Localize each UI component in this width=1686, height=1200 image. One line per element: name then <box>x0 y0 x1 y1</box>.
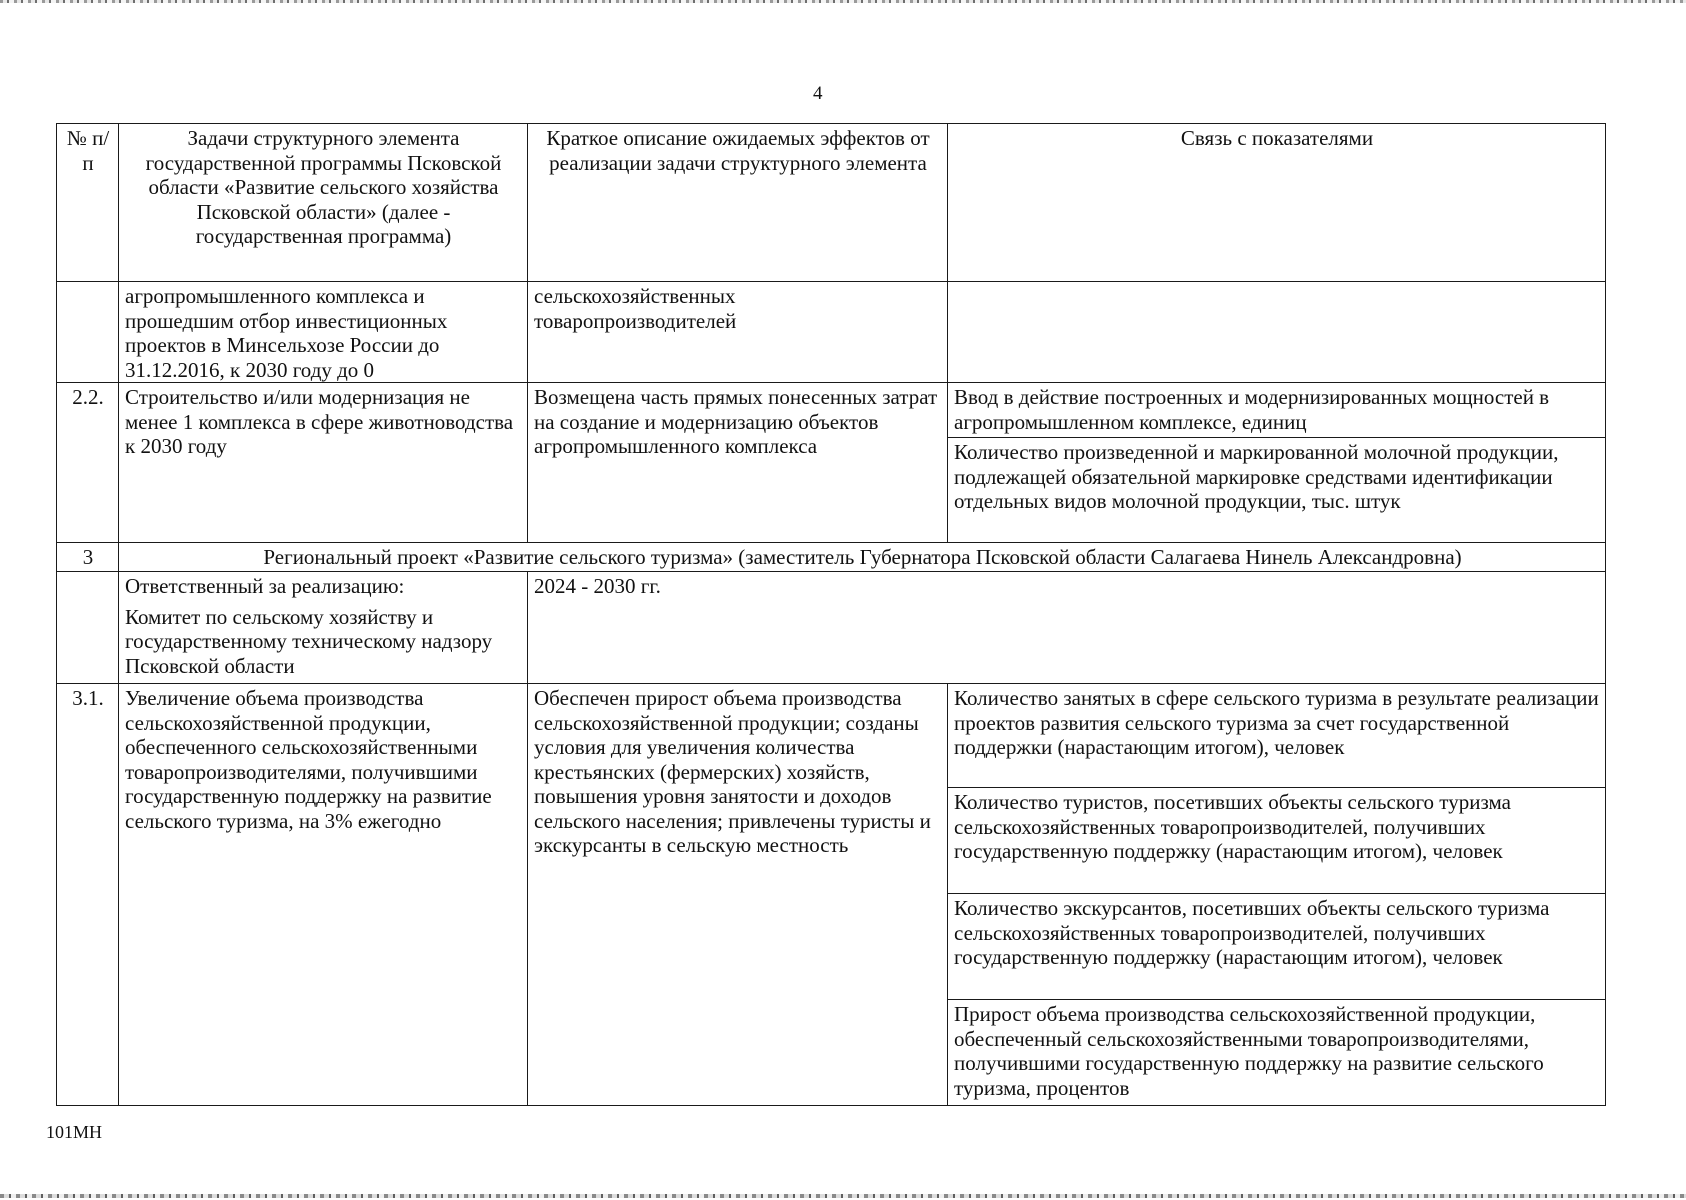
row-3-1-link-4: Прирост объема производства сельскохозяйственной продукции, обеспеченный сельскохозяйственными товаропроизводителями, получившими государственную поддержку на развитие сельского туризма, процентов <box>948 1000 1606 1106</box>
cont-num-cell <box>57 282 119 383</box>
row-2-2-effect: Возмещена часть прямых понесенных затрат на создание и модернизацию объектов агропромышленного комплекса <box>528 383 948 543</box>
scan-edge-bottom <box>0 1194 1686 1198</box>
row-2-2-link-2: Количество произведенной и маркированной молочной продукции, подлежащей обязательной маркировке средствами идентификации отдельных видов молочной продукции, тыс. штук <box>948 438 1606 543</box>
row-3-resp-num <box>57 572 119 684</box>
scan-edge-top <box>0 0 1686 3</box>
row-3-title: Региональный проект «Развитие сельского туризма» (заместитель Губернатора Псковской области Салагаева Нинель Александровна) <box>119 543 1606 572</box>
table-row-3-responsible <box>57 572 1606 684</box>
row-3-num: 3 <box>57 543 119 572</box>
row-3-1-num: 3.1. <box>57 684 119 1106</box>
footer-code: 101МН <box>46 1122 103 1142</box>
cont-links-cell <box>948 282 1606 383</box>
cont-effect-cell: сельскохозяйственных товаропроизводителей <box>528 282 948 383</box>
row-3-period: 2024 - 2030 гг. <box>528 572 1606 684</box>
header-links: Связь с показателями <box>948 124 1606 282</box>
row-3-1-link-3: Количество экскурсантов, посетивших объекты сельского туризма сельскохозяйственных товаропроизводителей, получивших государственную поддержку (нарастающим итогом), человек <box>948 894 1606 1000</box>
row-3-1-link-1: Количество занятых в сфере сельского туризма в результате реализации проектов развития сельского туризма за счет государственной поддержки (нарастающим итогом), человек <box>948 684 1606 788</box>
header-num: № п/п <box>57 124 119 282</box>
header-tasks: Задачи структурного элемента государственной программы Псковской области «Развитие сельского хозяйства Псковской области» (далее - государственная программа) <box>119 124 528 282</box>
table-row-continuation <box>57 282 1606 383</box>
row-2-2-num: 2.2. <box>57 383 119 543</box>
header-effects: Краткое описание ожидаемых эффектов от реализации задачи структурного элемента <box>528 124 948 282</box>
table-header-row <box>57 124 1606 282</box>
row-3-1-effect: Обеспечен прирост объема производства сельскохозяйственной продукции; созданы условия для увеличения количества крестьянских (фермерских) хозяйств, повышения уровня занятости и доходов сельского населения; привлечены туристы и экскурсанты в сельскую местность <box>528 684 948 1106</box>
cont-task-cell: агропромышленного комплекса и прошедшим отбор инвестиционных проектов в Минсельхозе России до 31.12.2016, к 2030 году до 0 <box>119 282 528 383</box>
responsible-name: Комитет по сельскому хозяйству и государственному техническому надзору Псковской области <box>125 604 493 678</box>
responsible-label: Ответственный за реализацию: <box>125 574 405 598</box>
table-row-3-1-a <box>57 684 1606 788</box>
row-2-2-task: Строительство и/или модернизация не менее 1 комплекса в сфере животноводства к 2030 году <box>119 383 528 543</box>
table-row-2-2-a <box>57 383 1606 438</box>
row-3-resp-cell <box>119 572 528 684</box>
row-2-2-link-1: Ввод в действие построенных и модернизированных мощностей в агропромышленном комплексе, единиц <box>948 383 1606 438</box>
row-3-1-link-2: Количество туристов, посетивших объекты сельского туризма сельскохозяйственных товаропроизводителей, получивших государственную поддержку (нарастающим итогом), человек <box>948 788 1606 894</box>
table-row-3-title <box>57 543 1606 572</box>
program-tasks-table <box>56 123 1606 1106</box>
row-3-1-task: Увеличение объема производства сельскохозяйственной продукции, обеспеченного сельскохозяйственными товаропроизводителями, получившими государственную поддержку на развитие сельского туризма, на 3% ежегодно <box>119 684 528 1106</box>
page-number: 4 <box>813 83 823 104</box>
